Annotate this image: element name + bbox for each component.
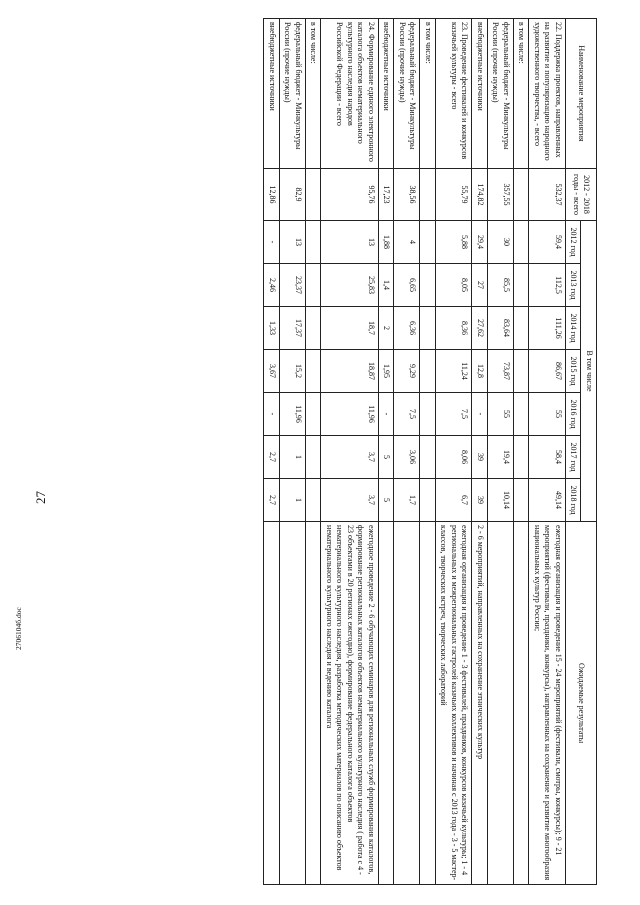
year-value: 15,2 [280, 350, 306, 393]
expected-results: ежегодное проведение 2 - 6 обучающих семинаров для региональных служб формирования каталогов, формирование региональных каталогов объектов нематериального культурного наследия ( работа с 4 - 23 объектами в 20 регионах ежегодно), формирование федерального каталога объектов нематериального культурного наследия, разработка методических материалов по описанию объектов нематериального культурного наследия и ведению каталога [321, 522, 379, 885]
expected-results: ежегодная организация и проведение 15 - 24 мероприятий (фестивали, смотры, конкурсы); 9 - 21 мероприятий (фестивали, праздники, конкурсы), направленных на сохранение и развитие многообразия национальных культур России; [529, 522, 566, 885]
year-value: 1,33 [264, 307, 280, 350]
total-value [514, 169, 530, 221]
year-value [420, 350, 436, 393]
header-total: 2012 - 2018 годы - всего [566, 169, 597, 221]
year-value: 1 [280, 436, 306, 479]
year-value: 8,06 [436, 436, 473, 479]
year-value: 2 [379, 307, 395, 350]
year-value: 29,4 [472, 221, 488, 264]
year-value: - [472, 393, 488, 436]
table-row [306, 19, 322, 885]
year-value [514, 350, 530, 393]
year-value: 23,37 [280, 264, 306, 307]
year-value: 3,7 [321, 436, 379, 479]
year-value [306, 393, 322, 436]
year-value: 6,65 [394, 264, 420, 307]
year-value: 3,06 [394, 436, 420, 479]
year-value: 4 [394, 221, 420, 264]
year-value: 6,36 [394, 307, 420, 350]
expected-results [264, 522, 280, 885]
year-value: 7,5 [394, 393, 420, 436]
activity-name: 22. Поддержка проектов, направленных на развитие и популяризацию народного художественного творчества, - всего [529, 19, 566, 169]
expected-results: 2 - 6 мероприятий, направленных на сохранение этнических культур [472, 522, 488, 885]
header-year: 2013 год [566, 264, 582, 307]
year-value: 25,83 [321, 264, 379, 307]
expected-results [379, 522, 395, 885]
table-row [529, 19, 566, 885]
year-value [420, 264, 436, 307]
year-value [514, 479, 530, 522]
year-value: 7,5 [436, 393, 473, 436]
year-value: 1,7 [394, 479, 420, 522]
year-value: - [264, 393, 280, 436]
year-value: 39 [472, 479, 488, 522]
expected-results [280, 522, 306, 885]
table-row [472, 19, 488, 885]
year-value: - [379, 393, 395, 436]
table-row [264, 19, 280, 885]
year-value [514, 436, 530, 479]
activity-name: 23. Проведение фестивалей и конкурсов казачьей культуры - всего [436, 19, 473, 169]
header-year: 2012 год [566, 221, 582, 264]
year-value: - [264, 221, 280, 264]
header-group: В том числе [581, 221, 597, 522]
year-value [306, 479, 322, 522]
year-value: 86,67 [529, 350, 566, 393]
year-value [306, 350, 322, 393]
year-value: 19,4 [488, 436, 514, 479]
year-value: 13 [280, 221, 306, 264]
year-value: 5,88 [436, 221, 473, 264]
year-value: 49,14 [529, 479, 566, 522]
activity-name: федеральный бюджет - Минкультуры России (прочие нужды) [488, 19, 514, 169]
header-year: 2015 год [566, 350, 582, 393]
year-value: 11,24 [436, 350, 473, 393]
total-value: 95,76 [321, 169, 379, 221]
header-year: 2017 год [566, 436, 582, 479]
year-value: 12,8 [472, 350, 488, 393]
header-name: Наименование мероприятия [566, 19, 597, 169]
activity-name: 24. Формирование единого электронного каталога объектов нематериального культурного наследия народов Российской Федерации - всего [321, 19, 379, 169]
header-results: Ожидаемые результаты [566, 522, 597, 885]
total-value: 532,37 [529, 169, 566, 221]
year-value [420, 221, 436, 264]
year-value: 3,67 [264, 350, 280, 393]
table-row [321, 19, 379, 885]
year-value: 83,64 [488, 307, 514, 350]
year-value: 6,7 [436, 479, 473, 522]
year-value: 27 [472, 264, 488, 307]
activity-name: внебюджетные источники [379, 19, 395, 169]
year-value: 5 [379, 479, 395, 522]
year-value [514, 393, 530, 436]
year-value: 17,37 [280, 307, 306, 350]
year-value: 85,5 [488, 264, 514, 307]
year-value: 1 [280, 479, 306, 522]
expected-results [306, 522, 322, 885]
year-value [306, 264, 322, 307]
year-value: 1,4 [379, 264, 395, 307]
year-value: 18,7 [321, 307, 379, 350]
table-row [488, 19, 514, 885]
header-year: 2018 год [566, 479, 582, 522]
year-value: 10,14 [488, 479, 514, 522]
year-value [514, 307, 530, 350]
year-value: 9,29 [394, 350, 420, 393]
expected-results [514, 522, 530, 885]
year-value: 73,87 [488, 350, 514, 393]
table-row [514, 19, 530, 885]
total-value: 357,55 [488, 169, 514, 221]
activity-name: внебюджетные источники [264, 19, 280, 169]
year-value [306, 436, 322, 479]
table-row [436, 19, 473, 885]
total-value [306, 169, 322, 221]
total-value: 82,9 [280, 169, 306, 221]
year-value: 58,4 [529, 436, 566, 479]
year-value: 30 [488, 221, 514, 264]
year-value: 55 [529, 393, 566, 436]
total-value: 55,79 [436, 169, 473, 221]
year-value: 2,46 [264, 264, 280, 307]
expected-results [488, 522, 514, 885]
year-value: 3,7 [321, 479, 379, 522]
year-value: 11,96 [321, 393, 379, 436]
activity-name: федеральный бюджет - Минкультуры России (прочие нужды) [280, 19, 306, 169]
table-body [264, 19, 566, 885]
expected-results: ежегодная организация и проведение 1 - 3 фестивалей, праздников, конкурсов казачьей культуры; 1 - 4 региональных и межрегиональных гастролей казачьих коллективов и начиная с 2013 года - 3 - 5 мастер-классов, творческих встреч, творческих лабораторий [436, 522, 473, 885]
year-value [514, 221, 530, 264]
rotated-table-area [62, 18, 597, 884]
expected-results [420, 522, 436, 885]
year-value: 1,88 [379, 221, 395, 264]
year-value: 8,36 [436, 307, 473, 350]
year-value [514, 264, 530, 307]
year-value [306, 307, 322, 350]
table-row [394, 19, 420, 885]
page-number: 27 [33, 491, 48, 504]
table-row [420, 19, 436, 885]
header-row-top [581, 19, 597, 885]
year-value: 8,05 [436, 264, 473, 307]
year-value: 2,7 [264, 479, 280, 522]
activity-name: в том числе: [514, 19, 530, 169]
year-value: 18,87 [321, 350, 379, 393]
year-value: 112,5 [529, 264, 566, 307]
activity-name: внебюджетные источники [472, 19, 488, 169]
expected-results [394, 522, 420, 885]
year-value: 59,4 [529, 221, 566, 264]
year-value [306, 221, 322, 264]
header-year: 2014 год [566, 307, 582, 350]
year-value: 2,7 [264, 436, 280, 479]
year-value: 1,95 [379, 350, 395, 393]
year-value: 55 [488, 393, 514, 436]
year-value: 13 [321, 221, 379, 264]
year-value [420, 479, 436, 522]
year-value [420, 436, 436, 479]
year-value: 5 [379, 436, 395, 479]
header-year: 2016 год [566, 393, 582, 436]
year-value [420, 307, 436, 350]
year-value: 27,62 [472, 307, 488, 350]
total-value: 174,82 [472, 169, 488, 221]
total-value: 17,23 [379, 169, 395, 221]
table-row [379, 19, 395, 885]
year-value [420, 393, 436, 436]
total-value: 38,56 [394, 169, 420, 221]
year-value: 111,26 [529, 307, 566, 350]
year-value: 11,96 [280, 393, 306, 436]
activity-name: федеральный бюджет - Минкультуры России (прочие нужды) [394, 19, 420, 169]
total-value [420, 169, 436, 221]
activity-name: в том числе: [306, 19, 322, 169]
footer-filename: 2706104б.doc [14, 607, 23, 650]
total-value: 12,86 [264, 169, 280, 221]
activity-name: в том числе: [420, 19, 436, 169]
table-row [280, 19, 306, 885]
year-value: 39 [472, 436, 488, 479]
activities-table [264, 18, 598, 885]
